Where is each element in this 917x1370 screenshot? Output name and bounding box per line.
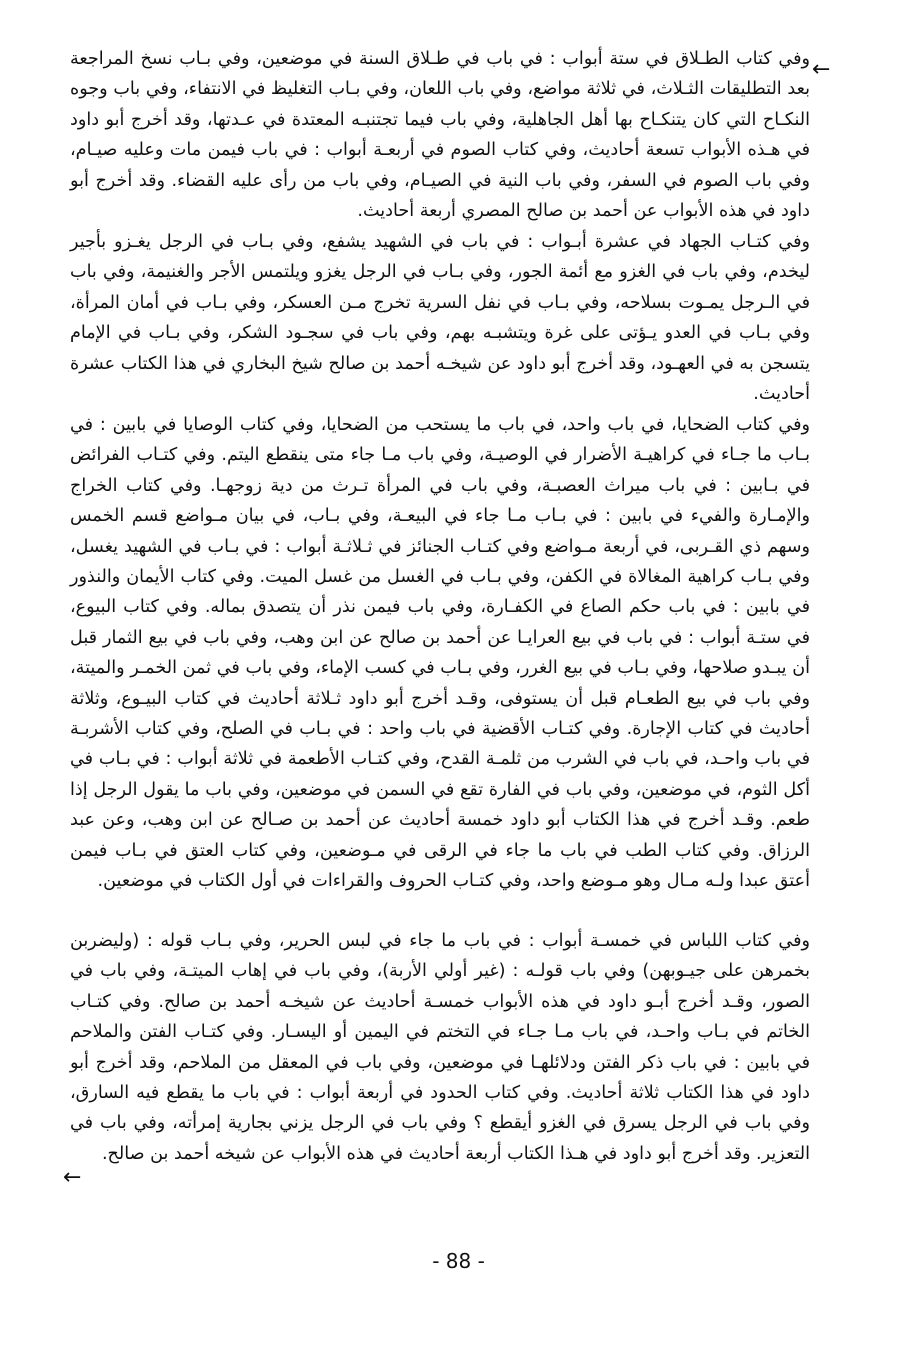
left-arrow-icon: ←	[812, 57, 831, 82]
paragraph-clothing-punishments: وفي كتاب اللباس في خمسـة أبواب : في باب ما جاء في لبس الحرير، وفي بـاب قوله : (وليضربن بخمرهن على جيـوبهن) وفي باب قولـه : (غير أولي الأربة)، وفي باب في إهاب الميتـة، وفي باب في الصور، وقـد أخرج أبـو داود في هذه الأبواب خمسـة أحاديث عن شيخـه أحمد بن صالح. وفي كتـاب الخاتم في بـاب واحـد، في باب مـا جـاء في التختم في اليمين أو اليسـار. وفي كتـاب الفتن والملاحم في بابين : في باب ذكر الفتن ودلائلهـا في موضعين، وفي باب في المعقل من الملاحم، وقد أخرج أبو داود في هذا الكتاب ثلاثة أحاديث. وفي كتاب الحدود في أربعة أبواب : في باب ما يقطع فيه السارق، وفي باب في الرجل يسرق في الغزو أيقطع ؟ وفي باب في الرجل يزني بجارية إمرأته، وفي باب في التعزير. وقد أخرج أبو داود في هـذا الكتاب أربعة أحاديث في هذه الأبواب عن شيخه أحمد بن صالح.	[70, 931, 810, 1164]
paragraph-sacrifices-trade: وفي كتاب الضحايا، في باب واحد، في باب ما يستحب من الضحايا، وفي كتاب الوصايا في بابين : في بـاب ما جـاء في كراهيـة الأضرار في الوصيـة، وفي باب مـا جاء متى ينقطع اليتم. وفي كتـاب الفرائض في بـابين : في باب ميراث العصبـة، وفي باب في المرأة تـرث من دية زوجهـا. وفي كتاب الخراج والإمـارة والفيء في بابين : في بـاب مـا جاء في البيعـة، وفي بـاب، في بيان مـواضع قسم الخمس وسهم ذي القـربى، في أربعة مـواضع وفي كتـاب الجنائز في ثـلاثـة أبواب : في بـاب في الشهيد يغسل، وفي بـاب كراهية المغالاة في الكفن، وفي بـاب في الغسل من غسل الميت. وفي كتاب الأيمان والنذور في بابين : في باب حكم الصاع في الكفـارة، وفي باب فيمن نذر أن يتصدق بماله. وفي كتاب البيوع، في ستـة أبواب : في باب في بيع العرايـا عن أحمد بن صالح عن ابن وهب، وفي باب في بيع الثمار قبل أن يبـدو صلاحها، وفي بـاب في بيع الغرر، وفي بـاب في كسب الإماء، وفي باب في ثمن الخمـر والميتة، وفي باب في بيع الطعـام قبل أن يستوفى، وقـد أخرج أبو داود ثـلاثة أحاديث في كتاب البيـوع، وثلاثة أحاديث في كتاب الإجارة. وفي كتـاب الأقضية في باب واحد : في بـاب في الصلح، وفي كتاب الأشربـة في باب واحـد، في باب في الشرب من ثلمـة القدح، وفي كتـاب الأطعمة في ثلاثة أبواب : في بـاب في أكل الثوم، في موضعين، وفي باب في الفارة تقع في السمن في موضعين، وفي باب ما يقول الرجل إذا طعم. وقـد أخرج في هذا الكتاب أبو داود خمسة أحاديث عن أحمد بن صـالح عن ابن وهب، وعن عبد الرزاق. وفي كتاب الطب في باب ما جاء في الرقى في مـوضعين، وفي كتاب العتق في بـاب فيمن أعتق عبدا ولـه مـال وهو مـوضع واحد، وفي كتـاب الحروف والقراءات في أول الكتاب في موضعين.	[70, 415, 810, 892]
paragraph-divorce-fasting: وفي كتاب الطـلاق في ستة أبواب : في باب في طـلاق السنة في موضعين، وفي بـاب نسخ المراجعة بعد التطليقات الثـلاث، في ثلاثة مواضع، وفي باب اللعان، وفي بـاب التغليظ في الانتفاء، وفي باب وجوه النكـاح التي كان يتنكـاح بها أهل الجاهلية، وفي باب فيما تجتنبـه المعتدة في عـدتها، وقد أخرج أبو داود في هـذه الأبواب تسعة أحاديث، وفي كتاب الصوم في أربعـة أبواب : في باب فيمن مات وعليه صيـام، وفي باب الصوم في السفر، وفي باب النية في الصيـام، وفي باب من رأى عليه القضاء. وقد أخرج أبو داود في هذه الأبواب عن أحمد بن صالح المصري أربعة أحاديث.	[70, 49, 810, 222]
page-number: - 88 -	[432, 1249, 485, 1273]
left-arrow-icon: ←	[63, 1165, 82, 1190]
paragraph-jihad: وفي كتـاب الجهاد في عشرة أبـواب : في باب في الشهيد يشفع، وفي بـاب في الرجل يغـزو بأجير ليخدم، وفي باب في الغزو مع أئمة الجور، وفي بـاب في الرجل يغزو ويلتمس الأجر والغنيمة، وفي باب في الـرجل يمـوت بسلاحه، وفي بـاب في نفل السرية تخرج مـن العسكر، وفي بـاب في أمان المرأة، وفي بـاب في العدو يـؤتى على غرة ويتشبـه بهم، وفي باب في سجـود الشكر، وفي بـاب في الإمام يتسجن به في العهـود، وقد أخرج أبو داود عن شيخـه أحمد بن صالح شيخ البخاري في هذا الكتاب عشرة أحاديث.	[70, 232, 810, 405]
